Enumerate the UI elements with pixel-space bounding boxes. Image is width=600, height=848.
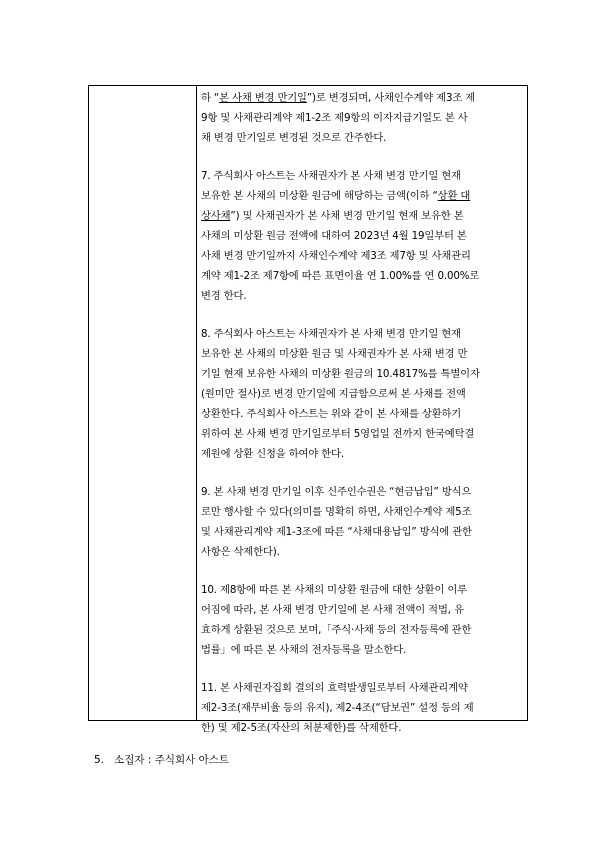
paragraph-line	[201, 108, 521, 128]
paragraph-gap	[201, 562, 521, 580]
paragraph-line	[201, 718, 521, 738]
paragraph-line	[201, 246, 521, 266]
text-segment: 제원에 상환 신청을 하여야 한다.	[201, 448, 344, 460]
resolution-paragraph	[201, 678, 521, 738]
resolution-paragraph	[201, 580, 521, 660]
text-segment: 사채 변경 만기일까지 사채인수계약 제3조 제7항 및 사채관리	[201, 250, 471, 262]
text-segment: 사채의 미상환 원금 전액에 대하여 2023년 4월 19일부터 본	[201, 230, 467, 242]
resolution-paragraph	[201, 166, 521, 306]
section-number: 5.	[94, 754, 105, 766]
text-segment: 채 변경 만기일로 변경된 것으로 간주한다.	[201, 132, 387, 144]
text-segment: 하 “	[201, 92, 220, 104]
text-segment: 11. 본 사채권자집회 결의의 효력발생일로부터 사채관리계약	[201, 682, 468, 694]
paragraph-gap	[201, 148, 521, 166]
convener-line	[94, 750, 229, 770]
text-segment: 위하여 본 사채 변경 만기일로부터 5영업일 전까지 한국예탁결	[201, 428, 475, 440]
paragraph-line	[201, 404, 521, 424]
paragraph-line	[201, 424, 521, 444]
text-segment: 한) 및 제2-5조(자산의 처분제한)를 삭제한다.	[201, 722, 402, 734]
paragraph-line	[201, 678, 521, 698]
defined-term: 상사채	[201, 210, 231, 222]
paragraph-line	[201, 166, 521, 186]
text-segment: 9. 본 사채 변경 만기일 이후 신주인수권은 “현금납입” 방식으	[201, 486, 472, 498]
paragraph-line	[201, 128, 521, 148]
paragraph-line	[201, 600, 521, 620]
paragraph-line	[201, 266, 521, 286]
paragraph-line	[201, 542, 521, 562]
text-segment: 변경 한다.	[201, 290, 247, 302]
text-segment: ”) 및 사채권자가 본 사채 변경 만기일 현재 보유한 본	[230, 210, 464, 222]
paragraph-line	[201, 482, 521, 502]
text-segment: 10. 제8항에 따른 본 사채의 미상환 원금에 대한 상환이 이루	[201, 584, 467, 596]
convener-name: 주식회사 아스트	[154, 754, 230, 766]
paragraph-line	[201, 324, 521, 344]
paragraph-line	[201, 286, 521, 306]
defined-term: 상환 대	[437, 190, 471, 202]
paragraph-line	[201, 580, 521, 600]
text-segment: 기일 현재 보유한 사채의 미상환 원금의 10.4817%를 특별이자	[201, 368, 480, 380]
text-segment: 보유한 본 사채의 미상환 원금 및 사채권자가 본 사채 변경 만	[201, 348, 468, 360]
resolution-paragraph	[201, 482, 521, 562]
resolution-paragraph	[201, 324, 521, 464]
paragraph-line	[201, 620, 521, 640]
text-segment: 로만 행사할 수 있다(의미를 명확히 하면, 사채인수계약 제5조	[201, 506, 472, 518]
paragraph-gap	[201, 464, 521, 482]
text-segment: 사항은 삭제한다).	[201, 546, 280, 558]
text-segment: 보유한 본 사채의 미상환 원금에 해당하는 금액(이하 “	[201, 190, 438, 202]
text-segment: 어짐에 따라, 본 사채 변경 만기일에 본 사채 전액이 적법, 유	[201, 604, 464, 616]
paragraph-line	[201, 344, 521, 364]
text-segment: ”)로 변경되며, 사채인수계약 제3조 제	[306, 92, 476, 104]
table-column-divider	[196, 85, 197, 721]
text-segment: (원미만 절사)로 변경 만기일에 지급함으로써 본 사채를 전액	[201, 388, 466, 400]
text-segment: 9항 및 사채관리계약 제1-2조 제9항의 이자지급기일도 본 사	[201, 112, 468, 124]
text-segment: 계약 제1-2조 제7항에 따른 표면이율 연 1.00%를 연 0.00%로	[201, 270, 480, 282]
paragraph-line	[201, 364, 521, 384]
paragraph-line	[201, 186, 521, 206]
paragraph-gap	[201, 660, 521, 678]
paragraph-line	[201, 698, 521, 718]
convener-separator: :	[147, 754, 152, 766]
text-segment: 제2-3조(재무비율 등의 유지), 제2-4조(“담보권” 설정 등의 제	[201, 702, 474, 714]
resolution-paragraph	[201, 88, 521, 148]
text-segment: 및 사채관리계약 제1-3조에 따른 “사채대용납입” 방식에 관한	[201, 526, 472, 538]
text-segment: 법률」에 따른 본 사채의 전자등록을 말소한다.	[201, 644, 407, 656]
text-segment: 효하게 상환된 것으로 보며,「주식·사채 등의 전자등록에 관한	[201, 624, 472, 636]
paragraph-line	[201, 384, 521, 404]
paragraph-line	[201, 502, 521, 522]
paragraph-line	[201, 640, 521, 660]
paragraph-line	[201, 522, 521, 542]
resolution-content-cell	[201, 88, 521, 738]
text-segment: 7. 주식회사 아스트는 사채권자가 본 사채 변경 만기일 현재	[201, 170, 461, 182]
paragraph-gap	[201, 306, 521, 324]
defined-term: 본 사채 변경 만기일	[219, 92, 307, 104]
text-segment: 8. 주식회사 아스트는 사채권자가 본 사채 변경 만기일 현재	[201, 328, 461, 340]
convener-label: 소집자	[114, 754, 145, 766]
text-segment: 상환한다. 주식회사 아스트는 위와 같이 본 사채를 상환하기	[201, 408, 462, 420]
paragraph-line	[201, 88, 521, 108]
paragraph-line	[201, 226, 521, 246]
paragraph-line	[201, 206, 521, 226]
paragraph-line	[201, 444, 521, 464]
